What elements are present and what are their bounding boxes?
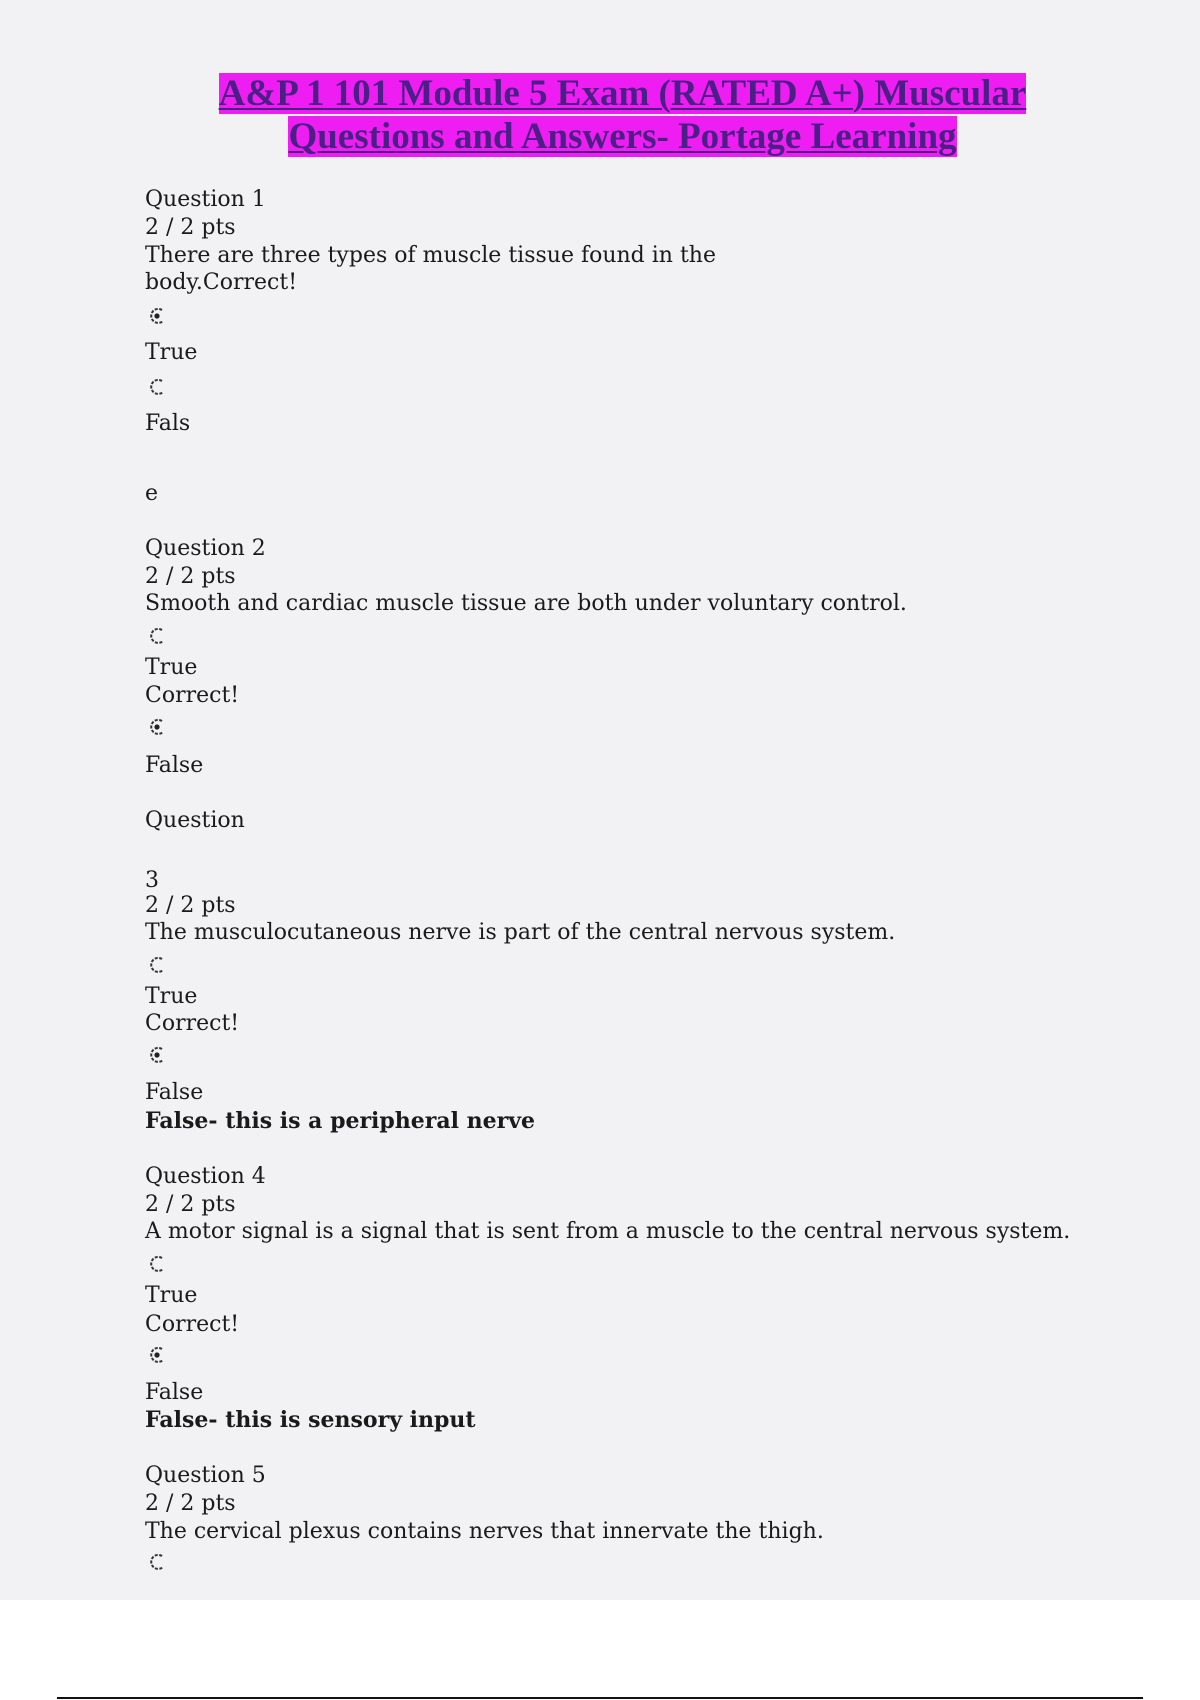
document-title (0, 72, 1200, 158)
question-points: 2 / 2 pts (145, 564, 236, 589)
option-true-label: True (145, 984, 198, 1009)
question-heading: Question (145, 808, 245, 833)
question-points: 2 / 2 pts (145, 1491, 236, 1516)
question-heading: Question 4 (145, 1164, 266, 1189)
radio-unselected-icon[interactable] (148, 955, 166, 975)
radio-selected-icon[interactable] (148, 717, 166, 737)
question-prompt: A motor signal is a signal that is sent from a muscle to the central nervous system. (145, 1219, 1071, 1244)
radio-unselected-icon[interactable] (148, 1552, 166, 1572)
option-true-label: True (145, 655, 198, 680)
option-true-label: True (145, 340, 198, 365)
question-prompt: There are three types of muscle tissue found in the (145, 243, 716, 268)
question-prompt-continued: body.Correct! (145, 270, 298, 295)
correct-label: Correct! (145, 1312, 240, 1337)
question-heading: Question 5 (145, 1463, 266, 1488)
question-heading: Question 2 (145, 536, 266, 561)
answer-explanation: False- this is sensory input (145, 1407, 476, 1433)
question-prompt: The cervical plexus contains nerves that innervate the thigh. (145, 1519, 824, 1544)
footer-divider (57, 1697, 1143, 1699)
question-prompt: Smooth and cardiac muscle tissue are both under voluntary control. (145, 591, 907, 616)
option-false-label-continued: e (145, 481, 159, 506)
answer-explanation: False- this is a peripheral nerve (145, 1108, 536, 1134)
question-points: 2 / 2 pts (145, 215, 236, 240)
question-points: 2 / 2 pts (145, 1192, 236, 1217)
option-false-label: Fals (145, 411, 191, 436)
correct-label: Correct! (145, 683, 240, 708)
option-true-label: True (145, 1283, 198, 1308)
radio-selected-icon[interactable] (148, 306, 166, 326)
radio-selected-icon[interactable] (148, 1045, 166, 1065)
radio-unselected-icon[interactable] (148, 626, 166, 646)
question-points: 2 / 2 pts (145, 893, 236, 918)
title-line-1: A&P 1 101 Module 5 Exam (RATED A+) Muscular (218, 73, 1027, 114)
radio-unselected-icon[interactable] (148, 1254, 166, 1274)
correct-label: Correct! (145, 1011, 240, 1036)
question-heading: Question 1 (145, 187, 266, 212)
option-false-label: False (145, 1080, 204, 1105)
option-false-label: False (145, 753, 204, 778)
radio-unselected-icon[interactable] (148, 377, 166, 397)
title-line-2: Questions and Answers- Portage Learning (288, 116, 957, 157)
question-heading-number: 3 (145, 868, 159, 893)
question-prompt: The musculocutaneous nerve is part of the central nervous system. (145, 920, 896, 945)
radio-selected-icon[interactable] (148, 1345, 166, 1365)
option-false-label: False (145, 1380, 204, 1405)
